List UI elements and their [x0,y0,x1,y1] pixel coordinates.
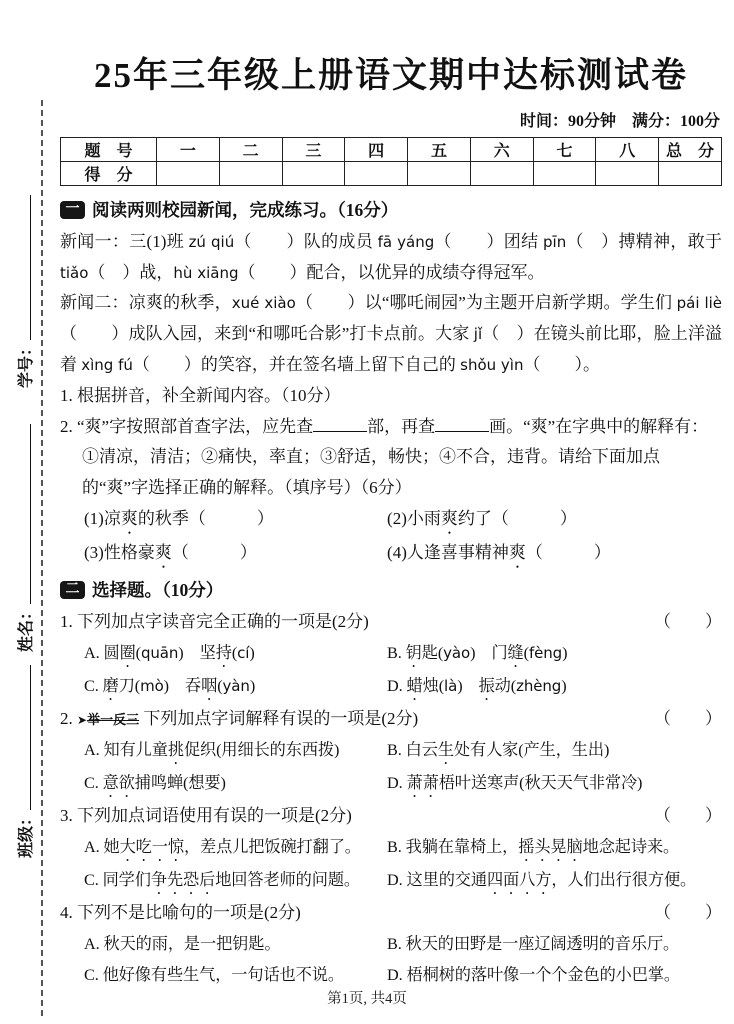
fill-in-blank [313,414,367,432]
text-segment: (4)人逢喜事精神 [387,542,509,562]
text-segment: 动( [494,676,517,695]
text-segment: （ ）团结 [434,231,543,251]
text-segment: ( [231,643,238,662]
text-segment: 生 [437,741,454,760]
text-segment: （ ）以“哪吒闹园”为主题开启新学期。学生们 [295,293,677,313]
text-segment: 梧叶送寒声(秋天天气非常冷) [438,774,643,793]
text-segment: C. [84,676,103,695]
section-title: 选择题。（10分） [92,579,224,600]
option-item [84,768,387,801]
section-header [60,575,722,606]
text-line [60,898,722,929]
text-segment: A. 知有儿童 [84,741,168,760]
score-table-header-row [61,138,722,162]
score-table-empty-cell [345,162,408,186]
option-item [84,960,387,991]
text-segment: （ ） [525,542,611,562]
text-segment: 下列加点字词解释有误的一项是(2分) [139,708,419,728]
text-segment: 1. 下列加点字读音完全正确的一项是(2分) [60,611,369,631]
text-line [60,288,722,380]
text-segment: 4. 下列不是比喻句的一项是(2分) [60,903,301,923]
text-segment: 部，再查 [367,416,436,436]
text-segment: (2)小雨 [387,508,441,528]
text-segment: 地念起诗来。 [582,838,680,857]
option-item [387,538,611,572]
text-segment: 大吃一惊 [119,838,184,857]
text-segment: ) [249,676,256,695]
student-id-label: 学号： [18,339,35,388]
text-line [60,801,722,832]
section-number-badge: 一 [60,201,85,219]
options-row [60,929,722,960]
section-header [60,195,722,226]
pinyin-text: yàn [222,676,250,695]
text-segment: 争先恐后 [150,871,216,890]
text-segment: ) 吞 [163,676,202,695]
text-segment: A. 圆 [84,643,120,662]
text-segment: ) [457,676,479,695]
text-segment: ) [562,643,568,662]
score-table-column-header: 三 [282,138,345,162]
pinyin-text: shǒu yìn [460,355,524,374]
options-row [60,735,722,768]
section-number-badge: 二 [60,581,85,599]
text-segment: D. 梧桐树的落叶像一个个金色的小巴掌。 [387,965,681,984]
text-line [60,412,722,504]
margin-field-class [13,653,36,858]
text-segment: （ ）在镜头前比耶，脸上洋溢着 [60,324,722,374]
score-table-column-header: 七 [533,138,596,162]
option-item [84,735,387,768]
text-segment: C. [84,774,103,793]
text-segment: 蜡 [406,676,423,695]
content [60,195,722,991]
option-item [84,671,387,704]
text-line [60,704,722,736]
text-segment: （ ）搏精神，敢于 [566,231,723,251]
score-table-empty-cell [596,162,659,186]
text-segment: 2. “爽”字按照部首查字法，应先查 [60,416,314,436]
text-segment: 缝 [507,643,524,662]
score-table-empty-cell [659,162,722,186]
text-segment: 爽 [508,542,526,562]
answer-parentheses: （ ） [654,708,722,728]
margin-field-student-id [13,183,36,388]
options-row [60,538,722,572]
options-row [60,960,722,991]
pinyin-text: hù xiāng [173,263,239,282]
text-segment: ( [523,643,529,662]
pinyin-text: fèng [528,643,563,662]
text-segment: 刀( [118,676,141,695]
pinyin-text: pái liè [676,294,723,313]
paper-title: 25年三年级上册语文期中达标测试卷 [93,56,688,95]
text-segment: 1. 根据拼音，补全新闻内容。（10分） [60,385,341,405]
text-segment: 的秋季（ ） [137,508,274,528]
options-row [60,638,722,671]
option-item [387,671,566,704]
pinyin-text: zú qiú [188,232,235,251]
pinyin-text: tiǎo [60,263,89,282]
pinyin-text: cí [237,643,250,662]
text-line [60,227,722,289]
score-table [60,137,722,186]
text-segment: B. 秋天的田野是一座辽阔透明的音乐厅。 [387,934,680,953]
score-table-empty-cell [470,162,533,186]
text-segment: 咽 [201,676,218,695]
score-table-row2-label: 得 分 [61,162,157,186]
option-item [387,832,679,865]
option-item [387,735,609,768]
margin-field-name [13,412,36,652]
score-table-empty-cell [533,162,596,186]
options-row [60,671,722,704]
options-row [60,768,722,801]
text-segment: D. 这里的交通 [387,871,487,890]
score-table-column-header: 总 分 [659,138,722,162]
option-item [84,504,387,538]
pinyin-text: jǐ [473,325,483,344]
pinyin-text: là [444,676,458,695]
text-segment: 摇头晃脑 [518,838,583,857]
text-line [60,381,722,412]
pinyin-text: pīn [543,232,567,251]
option-item [387,929,679,960]
page-footer: 第1页, 共4页 [327,991,407,1007]
text-segment: （ ）战， [88,262,174,282]
text-segment: 持 [215,643,232,662]
score-table-empty-cell [219,162,282,186]
text-segment: 新闻二：凉爽的秋季， [60,293,232,313]
text-segment: 新闻一：三(1)班 [60,231,189,251]
option-item [387,865,696,898]
text-segment: （ ）。 [523,354,600,374]
text-segment: 振 [478,676,495,695]
text-segment: A. 她 [84,838,120,857]
text-segment: 处有人家(产生，生出) [453,741,610,760]
text-segment: 举一反三 [87,711,140,727]
text-segment: C. 他好像有些生气，一句话也不说。 [84,965,344,984]
text-segment: 2. [60,708,77,728]
text-segment: ) [561,676,567,695]
option-item [84,538,387,572]
text-segment: D. [387,676,407,695]
option-item [387,504,577,538]
text-segment: 四面八方 [486,871,552,890]
pinyin-text: fā yáng [377,232,435,251]
score-table-column-header: 五 [408,138,471,162]
text-segment: 3. 下列加点词语使用有误的一项是(2分) [60,806,352,826]
option-item [84,638,387,671]
text-segment: 钥 [405,643,422,662]
options-row [60,504,722,538]
text-segment: ) 坚 [178,643,216,662]
text-segment: （ ）配合，以优异的成绩夺得冠军。 [238,262,545,282]
score-table-empty-cell [282,162,345,186]
pinyin-text: zhèng [516,676,562,695]
text-segment: 圈 [119,643,136,662]
text-segment: 约了（ ） [457,508,577,528]
text-segment: （ ） [171,542,257,562]
option-item [387,768,642,801]
binding-dashed-line [41,100,43,1016]
text-segment: ，人们出行很方便。 [551,871,697,890]
options-row [60,865,722,898]
option-item [387,638,567,671]
text-line [60,607,722,638]
option-item [84,865,387,898]
text-segment: 画。“爽”在字典中的解释有：①清凉，清洁；②痛快，率直；③舒适，畅快；④不合，违背。请给下面加点的“爽”字选择正确的解释。（填序号）（6分） [82,416,709,498]
text-segment: （ ）的笑容，并在签名墙上留下自己的 [132,354,461,374]
text-segment: 烛( [422,676,445,695]
text-segment: (1)凉 [84,508,121,528]
score-table-column-header: 四 [345,138,408,162]
name-label: 姓名： [18,603,35,652]
text-segment: 挑 [167,741,184,760]
text-segment: ( [217,676,223,695]
text-segment: 爽 [154,542,172,562]
pinyin-text: mò [140,676,164,695]
paper-main-area [60,36,722,991]
name-blank-line [26,424,31,604]
score-table-column-header: 六 [470,138,533,162]
option-item [84,832,387,865]
score-table-row1-label: 题 号 [61,138,157,162]
pinyin-text: yào [443,643,471,662]
class-blank-line [26,665,31,810]
text-segment: A. 秋天的雨，是一把钥匙。 [84,934,281,953]
pinyin-text: quān [140,643,179,662]
score-table-column-header: 八 [596,138,659,162]
time-and-score-info: 时间：90分钟 满分：100分 [519,113,720,130]
fill-in-blank [435,414,489,432]
pinyin-text: xué xiào [231,294,296,313]
text-segment: 爽 [120,508,138,528]
text-segment: C. 同学们 [84,871,151,890]
text-segment: ➤ [77,712,88,727]
pinyin-text: xìng fú [81,355,133,374]
option-item [84,929,387,960]
text-segment: 促织(用细长的东西拨) [183,741,340,760]
section-title: 阅读两则校园新闻，完成练习。（16分） [92,200,399,220]
text-segment: B. 白云 [387,741,438,760]
answer-parentheses: （ ） [654,611,722,631]
text-segment: 磨 [102,676,119,695]
score-table-column-header: 一 [157,138,220,162]
answer-parentheses: （ ） [654,806,722,826]
class-label: 班级： [18,809,35,858]
text-segment: 意欲 [102,774,135,793]
text-segment: （ ）成队入园，来到“和哪吒合影”打卡点前。大家 [60,324,474,344]
text-segment: 地回答老师的问题。 [215,871,361,890]
text-segment: ) 门 [470,643,508,662]
score-table-column-header: 二 [219,138,282,162]
text-segment: ，差点儿把饭碗打翻了。 [183,838,361,857]
text-segment: 萧萧 [406,774,439,793]
option-item [387,960,680,991]
text-segment: 捕鸣蝉(想要) [134,774,226,793]
score-table-empty-cell [408,162,471,186]
text-segment: 爽 [440,508,458,528]
student-id-blank-line [26,195,31,340]
text-segment: （ ）队的成员 [234,231,378,251]
text-segment: ( [135,643,141,662]
text-segment: (3)性格豪 [84,542,155,562]
text-segment: B. [387,643,406,662]
score-table-score-row [61,162,722,186]
score-table-empty-cell [157,162,220,186]
text-segment: B. 我躺在靠椅上， [387,838,519,857]
answer-parentheses: （ ） [654,903,722,923]
text-segment: 匙( [421,643,444,662]
options-row [60,832,722,865]
text-segment: D. [387,774,407,793]
text-segment: ) [249,643,255,662]
